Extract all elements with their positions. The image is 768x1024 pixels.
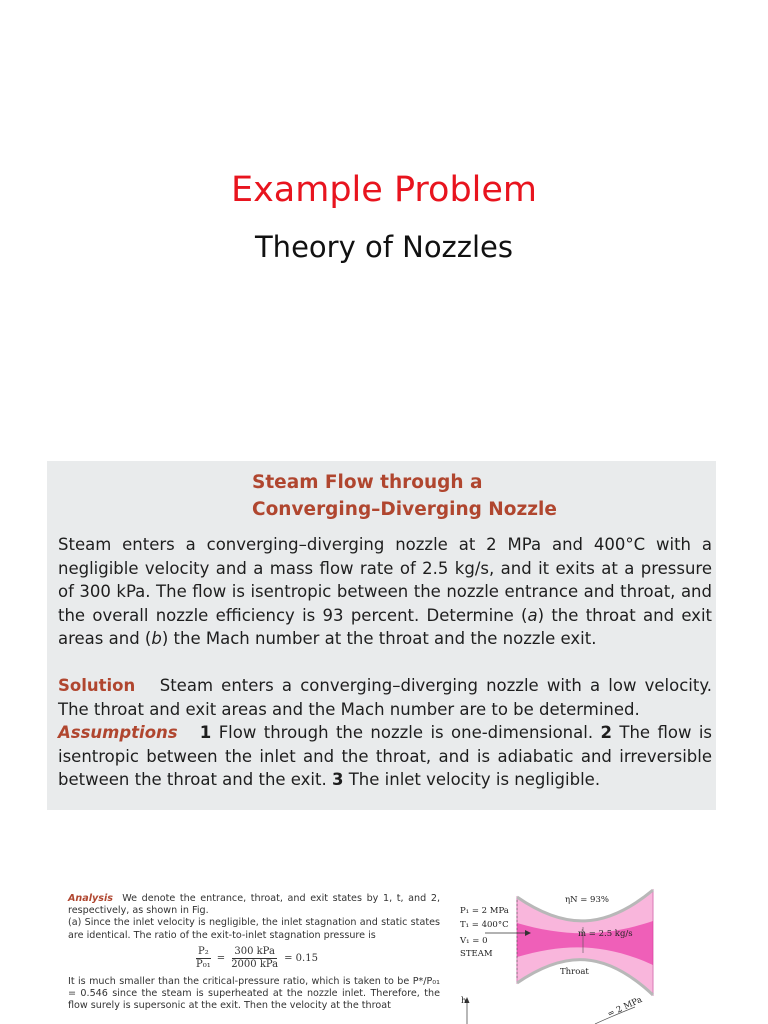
fraction-numerator-value: 300 kPa <box>232 946 277 959</box>
nozzle-figure <box>455 885 655 1024</box>
fraction-denominator-value: 2000 kPa <box>231 959 279 971</box>
assumption-number-1: 1 <box>199 723 212 742</box>
panel-heading-line1: Steam Flow through a <box>252 472 483 493</box>
solution-label: Solution <box>58 676 136 695</box>
panel-heading <box>252 469 557 523</box>
problem-panel <box>47 461 716 810</box>
problem-statement <box>58 533 712 651</box>
assumption-number-3: 3 <box>331 770 344 789</box>
inlet-pressure-label: P₁ = 2 MPa <box>460 906 509 916</box>
solution-block <box>58 674 712 792</box>
inlet-velocity-label: V₁ = 0 <box>460 936 488 946</box>
panel-heading-line2: Converging–Diverging Nozzle <box>252 499 557 520</box>
inlet-temperature-label: T₁ = 400°C <box>460 920 509 930</box>
slide-subtitle: Theory of Nozzles <box>254 230 514 264</box>
efficiency-label: ηN = 93% <box>565 895 609 905</box>
throat-label: Throat <box>560 967 589 977</box>
mass-flow-label: ṁ = 2.5 kg/s <box>578 929 633 939</box>
assumption-2: The flow is isentropic between the inlet and the throat, and is adiabatic and irreversible between the throat and the exit. <box>58 723 713 789</box>
assumption-1: Flow through the nozzle is one-dimensional. <box>218 723 594 742</box>
pressure-ratio-equation <box>68 942 440 976</box>
problem-text-1: Steam enters a converging–diverging nozzle at 2 MPa and 400°C with a negligible velocity and a mass flow rate of 2.5 kg/s, and it exits at a pressure of 300 kPa. The flow is isentropic between the nozzle entrance and throat, and the overall nozzle efficiency is 93 percent. Determine ( <box>58 535 712 625</box>
h-axis-label: h <box>461 996 467 1006</box>
assumptions-label: Assumptions <box>58 723 178 742</box>
analysis-block <box>68 893 440 1012</box>
problem-part-b: b <box>151 629 162 648</box>
fraction-numerator-symbol: P₂ <box>196 946 211 959</box>
assumption-number-2: 2 <box>600 723 612 742</box>
problem-part-a: a <box>527 605 538 625</box>
problem-text-2: ) the throat and exit areas and ( <box>58 605 713 648</box>
assumption-3: The inlet velocity is negligible. <box>348 770 601 789</box>
analysis-paragraph-3: It is much smaller than the critical-pressure ratio, which is taken to be P*/P₀₁ = 0.546 since the steam is superheated at the nozzle inlet. Therefore, the flow surely is supersonic at the exit. Then the velocity at the throat <box>68 975 440 1012</box>
analysis-paragraph-1: We denote the entrance, throat, and exit states by 1, t, and 2, respectively, as shown in Fig. <box>68 893 440 917</box>
equals-sign: = <box>216 952 226 964</box>
analysis-label: Analysis <box>68 893 113 904</box>
problem-text-3: ) the Mach number at the throat and the nozzle exit. <box>161 629 597 648</box>
fraction-numeric <box>229 946 280 971</box>
steam-label: STEAM <box>460 949 493 959</box>
fraction-denominator-symbol: P₀₁ <box>196 959 211 971</box>
fraction-symbolic <box>194 946 213 971</box>
pressure-curve-label: = 2 MPa <box>606 994 644 1020</box>
analysis-intro <box>68 893 440 917</box>
equation-result: = 0.15 <box>284 952 318 964</box>
solution-text: Steam enters a converging–diverging nozzle with a low velocity. The throat and exit areas and the Mach number are to be determined. <box>58 676 712 719</box>
slide-title: Example Problem <box>230 170 538 210</box>
analysis-paragraph-2: (a) Since the inlet velocity is negligible, the inlet stagnation and static states are identical. The ratio of the exit-to-inlet stagnation pressure is <box>68 917 440 941</box>
